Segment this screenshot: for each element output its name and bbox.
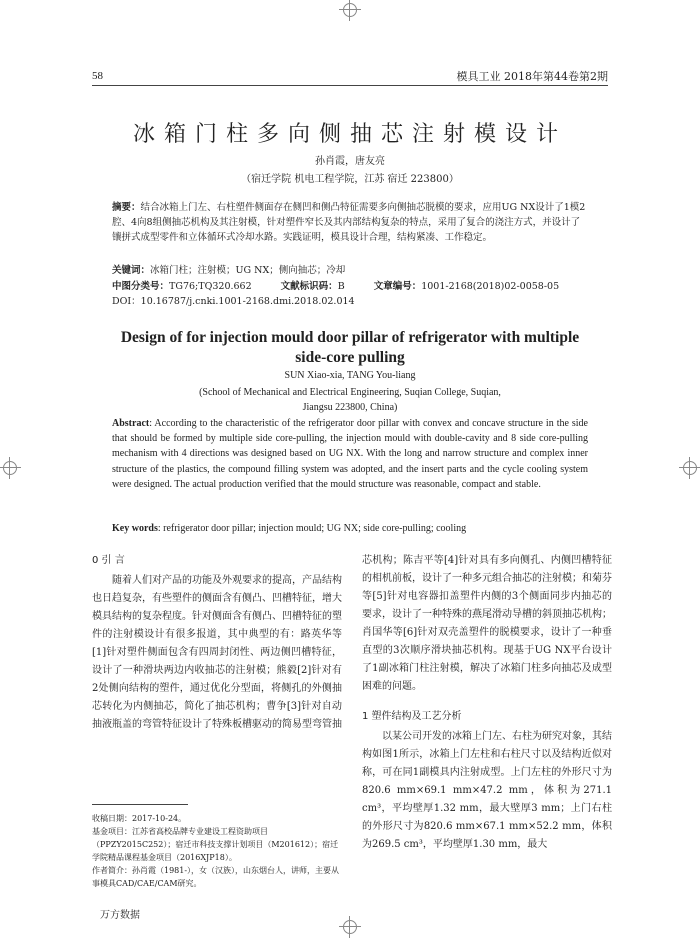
keywords-chinese [112, 263, 588, 278]
article-number-label: 文章编号： [373, 281, 422, 292]
affiliation-en-line2: Jiangsu 223800, China) [302, 402, 398, 413]
doc-code-value: B [337, 281, 345, 292]
journal-header: 模具工业 2018年第44卷第2期 [456, 70, 608, 83]
doi: DOI：10.16787/j.cnki.1001-2168.dmi.2018.02.014 [112, 296, 355, 307]
header-rule [92, 85, 608, 86]
clc-label: 中图分类号： [112, 281, 170, 292]
keywords-english [112, 523, 588, 534]
footnote-received: 收稿日期：2017-10-24。 [92, 814, 187, 823]
keywords-en-text: : refrigerator door pillar; injection mould; UG NX; side core-pulling; cooling [157, 523, 467, 534]
section1-paragraph: 以某公司开发的冰箱上门左、右柱为研究对象，其结构如图1所示，冰箱上门左柱和右柱尺寸以及结构近似对称，可在同1副模具内注射成型。上门左柱的外形尺寸为820.6 mm×69.1 mm×47.2 mm，体积为271.1 cm³，平均壁厚1.32 mm，最大壁厚3 mm；上门右柱的外形尺寸为820.6 mm×67.1 mm×52.2 mm，体积为269.5 cm³，平均壁厚1.30 mm，最大 [362, 731, 612, 850]
abstract-cn-label: 摘要： [112, 202, 141, 213]
section0-paragraph: 随着人们对产品的功能及外观要求的提高，产品结构也日趋复杂，有些塑件的侧面含有侧凸、凹槽特征，增大模具结构的复杂程度。针对侧面含有侧凸、凹槽特征的塑件的注射模设计有很多报道，其中典型的有：路英华等[1]针对塑件侧面包含有四周封闭性、两边侧凹槽特征，设计了一种滑块两边内收抽芯的注射模；熊毅[2]针对有2处侧向结构的塑件，通过优化分型面，将侧孔的外侧抽芯转化为内侧抽芯，简化了抽芯机构；曹争[3]针对自动抽液瓶盖的弯管特征设计了特殊板槽驱动的简易型弯管抽 [92, 575, 342, 730]
body-column-left [92, 552, 342, 734]
abstract-chinese [112, 200, 588, 246]
keywords-en-label: Key words [112, 523, 158, 534]
section0-heading: 0 引 言 [92, 555, 125, 566]
abstract-cn-text: 结合冰箱上门左、右柱塑件侧面存在侧凹和侧凸特征需要多向侧抽芯脱模的要求，应用UG NX设计了1模2腔、4向8组侧抽芯机构及其注射模，针对塑件窄长及其内部结构复杂的特点，采用了复合的浇注方式，并设计了镶拼式成型零件和立体循环式冷却水路。实践证明，模具设计合理，结构紧凑、工作稳定。 [112, 202, 586, 244]
crop-mark-bottom [339, 916, 361, 938]
authors-english: SUN Xiao-xia, TANG You-liang [284, 370, 416, 381]
section0-paragraph-cont: 芯机构；陈吉平等[4]针对具有多向侧孔、内侧凹槽特征的相机前板，设计了一种多元组合抽芯的注射模；和菊芬等[5]针对电容器扣盖塑件内侧的3个侧面同步内抽芯的要求，设计了一种特殊的燕尾滑动导槽的斜顶抽芯机构；肖国华等[6]针对双壳盖塑件的脱模要求，设计了一种垂直型的3次顺序滑块抽芯机构。现基于UG NX平台设计了1副冰箱门柱注射模，解决了冰箱门柱多向抽芯及成型困难的问题。 [362, 555, 612, 692]
abstract-en-label: Abstract [112, 418, 150, 429]
footnotes [92, 812, 342, 890]
article-number-value: 1001-2168(2018)02-0058-05 [421, 281, 560, 292]
doc-code-label: 文献标识码： [280, 281, 338, 292]
title-english: Design of for injection mould door pillar of refrigerator with multiple side-core pulling [120, 329, 580, 366]
body-column-right [362, 552, 612, 854]
affiliation-chinese: （宿迁学院 机电工程学院，江苏 宿迁 223800） [241, 174, 459, 185]
abstract-en-text: : According to the characteristic of the refrigerator door pillar with convex and concave structure in the side that should be formed by multiple side core-pulling, the injection mould with double-cavity and 8 side core-pulling mechanism with 4 directions was designed based on UG NX. With the long and narrow structure and complex inner structure of the plastics, the compound filling system was adopted, and the insert parts and the cycle cooling system were designed. The actual production verified that the mould structure was reasonable, compact and stable. [112, 418, 588, 490]
crop-mark-left [0, 457, 21, 479]
crop-mark-right [679, 457, 700, 479]
affiliation-english [0, 385, 700, 415]
authors-chinese: 孙肖霞，唐友亮 [315, 156, 385, 167]
title-chinese: 冰箱门柱多向侧抽芯注射模设计 [132, 122, 567, 147]
classification-line [112, 279, 588, 294]
abstract-english [112, 416, 588, 492]
crop-mark-top [339, 0, 361, 21]
page-number: 58 [92, 70, 103, 82]
section1-heading: 1 塑件结构及工艺分析 [362, 711, 462, 722]
footer-logo-text: 万方数据 [100, 910, 140, 921]
footnote-fund: 基金项目：江苏省高校品牌专业建设工程资助项目（PPZY2015C252）；宿迁市科技支撑计划项目（M201612）；宿迁学院精品课程基金项目（2016XJP18）。 [92, 827, 339, 862]
keywords-cn-text: 冰箱门柱；注射模；UG NX；侧向抽芯；冷却 [150, 265, 346, 276]
footnote-author: 作者简介：孙肖霞（1981-），女（汉族），山东烟台人，讲师，主要从事模具CAD/CAE/CAM研究。 [92, 866, 340, 888]
clc-value: TG76;TQ320.662 [169, 281, 252, 292]
footnote-rule [92, 804, 188, 805]
affiliation-en-line1: (School of Mechanical and Electrical Engineering, Suqian College, Suqian, [199, 387, 501, 398]
keywords-cn-label: 关键词： [112, 265, 151, 276]
